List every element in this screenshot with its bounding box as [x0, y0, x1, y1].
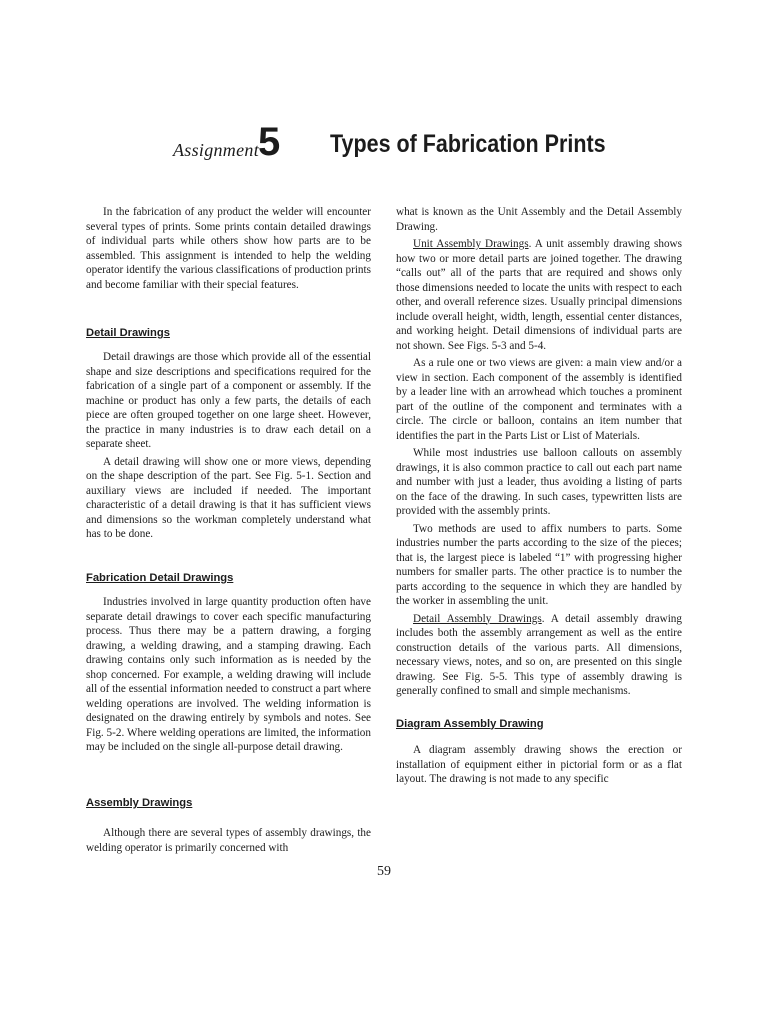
fabrication-detail-block [86, 595, 371, 758]
detail-paragraph-1: Detail drawings are those which provide all of the essential shape and size descriptions and specifications required for the fabrication of a single part of a component or assembly. If the machine or product has only a few parts, the details of each piece are often grouped together on one large sheet. However, the practice in many industries is to draw each detail on a separate sheet. [86, 351, 371, 450]
unit-assembly-paragraph-4: Two methods are used to affix numbers to parts. Some industries number the parts according to the size of the pieces; that is, the largest piece is labeled “1” with progressing higher numbers for smaller parts. The other practice is to number the parts according to the sequence in which they are handled by the worker in assembling the unit. [396, 522, 682, 607]
detail-assembly-paragraph [396, 612, 682, 699]
diagram-assembly-paragraph: A diagram assembly drawing shows the erection or installation of equipment either in pictorial form or as a flat layout. The drawing is not made to any specific [396, 744, 682, 785]
assignment-number: 5 [258, 120, 281, 164]
intro-paragraph: In the fabrication of any product the welder will encounter several types of prints. Some prints contain detailed drawings of individual parts while others show how parts are to be assembled. This assignment is intended to help the welding operator identify the various classifications of production prints and become familiar with their special features. [86, 206, 371, 291]
assignment-label: Assignment [173, 140, 259, 160]
assembly-drawings-block [86, 826, 371, 858]
assembly-paragraph-1: Although there are several types of assembly drawings, the welding operator is primarily concerned with [86, 827, 371, 854]
detail-drawings-block [86, 350, 371, 545]
detail-paragraph-2: A detail drawing will show one or more views, depending on the shape description of the part. See Fig. 5-1. Section and auxiliary views are included if needed. The important characteristic of a detail drawing is that it has sufficient views and dimensions so the workman completely understand what has to be done. [86, 455, 371, 540]
intro-block [86, 205, 371, 295]
assembly-drawings-heading: Assembly Drawings [86, 797, 193, 809]
fabrication-paragraph-1: Industries involved in large quantity production often have separate detail drawings to cover each specific manufacturing process. Thus there may be a pattern drawing, a forging drawing, a welding drawing, and a stamping drawing. Each drawing contains only such information as is needed by the shop concerned. For example, a welding drawing will include all of the essential information needed to construct a part where welding operations are involved. The welding information is designated on the drawing entirely by symbols and notes. See Fig. 5-2. Where welding operations are limited, the information may be included on the single all-purpose detail drawing. [86, 596, 371, 753]
page-title: Types of Fabrication Prints [330, 130, 606, 158]
unit-assembly-paragraph-1 [396, 237, 682, 353]
page-number: 59 [377, 864, 391, 879]
fabrication-detail-heading: Fabrication Detail Drawings [86, 572, 234, 584]
unit-assembly-paragraph-3: While most industries use balloon callouts on assembly drawings, it is also common practice to call out each part name and number with just a leader, thus avoiding a listing of parts on the face of the drawing. In such cases, typewritten lists are provided with the assembly prints. [396, 447, 682, 517]
right-column [396, 205, 682, 790]
detail-assembly-text: . A detail assembly drawing includes both the assembly arrangement as well as the entire construction details of the various parts. All dimensions, necessary views, notes, and so on, are presented on this single drawing. See Fig. 5-5. This type of assembly drawing is generally confined to small and simple mechanisms. [396, 612, 682, 697]
unit-assembly-paragraph-2: As a rule one or two views are given: a main view and/or a view in section. Each component of the assembly is identified by a leader line with an arrowhead which touches a prominent part of the outline of the component and terminates with a circle. The circle or balloon, contains an item number that identifies the part in the Parts List or List of Materials. [396, 357, 682, 442]
unit-assembly-text: . A unit assembly drawing shows how two or more detail parts are joined together. The drawing “calls out” all of the parts that are required and shows only those dimensions needed to locate the units with respect to each other, and overall reference sizes. Usually principal dimensions include overall height, width, length, essential center distances, and working height. Detail dimensions of individual parts are not shown. See Figs. 5-3 and 5-4. [396, 238, 682, 352]
unit-assembly-label: Unit Assembly Drawings [413, 238, 529, 250]
assignment-title [0, 120, 768, 174]
detail-drawings-heading: Detail Drawings [86, 327, 170, 339]
continuation-paragraph: what is known as the Unit Assembly and the Detail Assembly Drawing. [396, 206, 682, 233]
detail-assembly-label: Detail Assembly Drawings [413, 612, 542, 625]
diagram-assembly-heading: Diagram Assembly Drawing [396, 717, 544, 730]
